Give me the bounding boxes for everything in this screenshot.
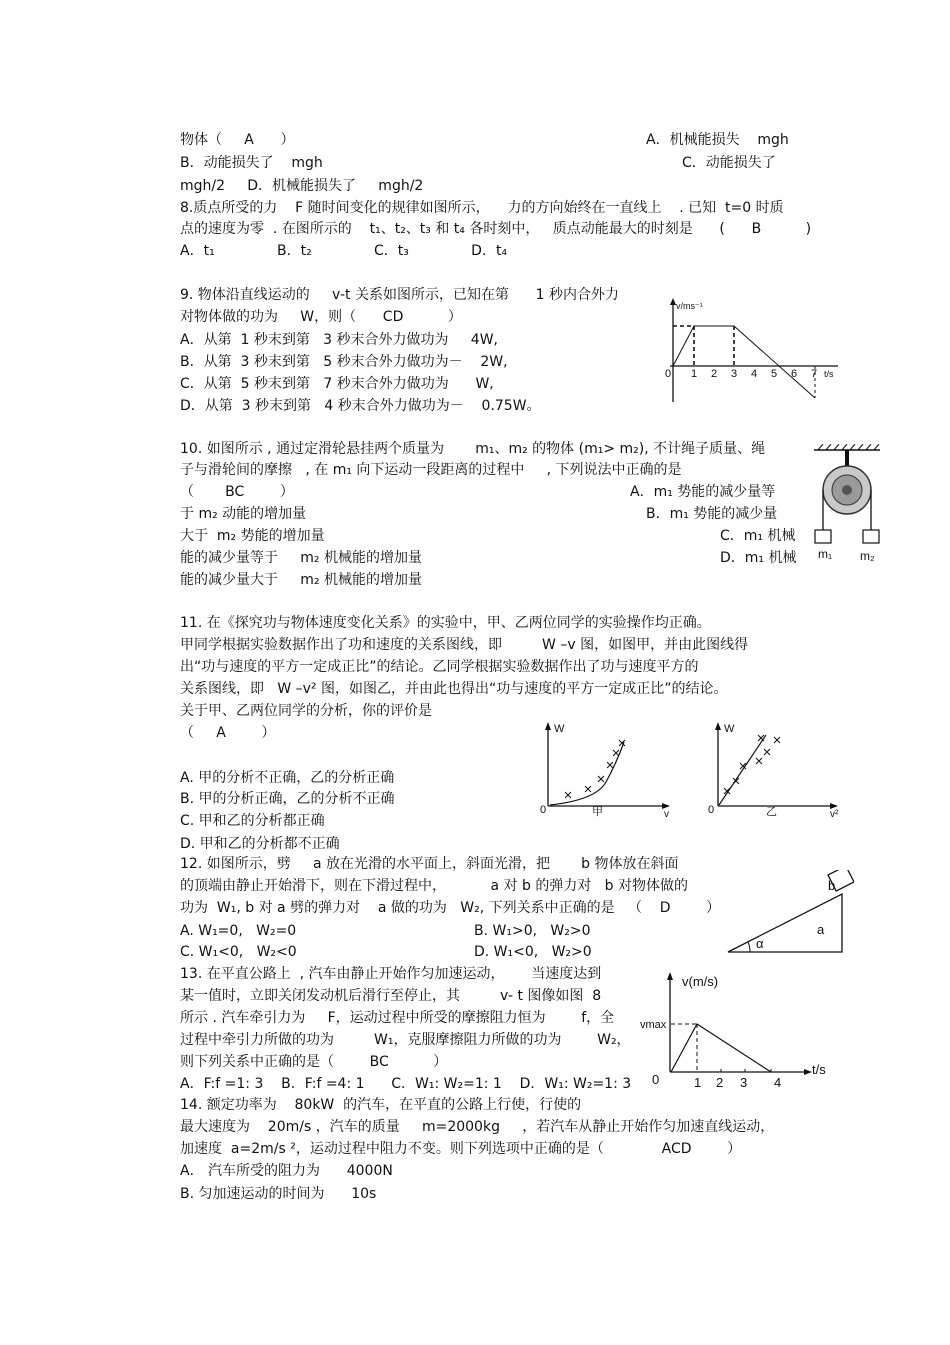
text-line: A．F:f =1: 3 B．F:f =4: 1 C．W₁: W₂=1: 1 D．W₁: W₂=1: 3 (180, 1076, 632, 1092)
text-line: 则下列关系中正确的是（ BC ） (180, 1054, 448, 1070)
text-line: D．从第 3 秒末到第 4 秒末合外力做功为－ 0.75W。 (180, 398, 541, 414)
text-line: （ BC ） (180, 484, 294, 500)
q11b-xlabel: v² (830, 809, 839, 820)
text-line: 最大速度为 20m/s ，汽车的质量 m=2000kg ，若汽车从静止开始作匀加速直线运动， (180, 1119, 775, 1135)
text-line: 大于 m₂ 势能的增加量 (180, 528, 325, 544)
text-line: 于 m₂ 动能的增加量 (180, 506, 307, 522)
text-line: C．动能损失了 (682, 155, 776, 171)
text-line: A. W₁=0, W₂=0 (180, 923, 297, 939)
q13-origin: 0 (652, 1072, 660, 1087)
q10-pulley-figure (808, 444, 888, 568)
q11b-origin: 0 (708, 804, 715, 816)
text-line: 子与滑轮间的摩擦 , 在 m₁ 向下运动一段距离的过程中 , 下列说法中正确的是 (180, 462, 682, 478)
q10-label-m1: m₁ (818, 547, 833, 561)
q9-tick-1: 1 (691, 368, 698, 380)
q9-tick-0: 0 (665, 368, 672, 380)
q9-ylabel: v/ms⁻¹ (676, 301, 703, 311)
text-line: 出“功与速度的平方一定成正比”的结论。乙同学根据实验数据作出了功与速度平方的 (180, 659, 699, 675)
text-line: 能的减少量等于 m₂ 机械能的增加量 (180, 550, 422, 566)
text-line: C．从第 5 秒末到第 7 秒末合外力做功为 W, (180, 376, 494, 392)
text-line: 点的速度为零 . 在图所示的 t₁、t₂、t₃ 和 t₄ 各时刻中， 质点动能最大的时刻是 ( B ) (180, 221, 812, 237)
text-line: B．动能损失了 mgh (180, 155, 323, 171)
q13-vmax-label: vmax (640, 1019, 667, 1031)
q12-angle-label: α (756, 936, 764, 951)
text-line: 能的减少量大于 m₂ 机械能的增加量 (180, 572, 422, 588)
q9-tick-6: 6 (791, 368, 798, 380)
text-line: A．从第 1 秒末到第 3 秒末合外力做功为 4W, (180, 332, 498, 348)
text-line: 13. 在平直公路上 , 汽车由静止开始作匀加速运动， 当速度达到 (180, 966, 602, 982)
text-line: B. 甲的分析正确，乙的分析不正确 (180, 791, 395, 807)
q11a-ylabel: W (554, 723, 565, 735)
q11b-ylabel: W (724, 723, 735, 735)
text-line: C. W₁<0, W₂<0 (180, 944, 297, 960)
q13-ylabel: v(m/s) (682, 974, 719, 989)
text-line: 甲同学根据实验数据作出了功和速度的关系图线，即 W –v 图，如图甲，并由此图线得 (180, 637, 749, 653)
q12-block-label: b (828, 878, 836, 893)
q11a-caption: 甲 (592, 806, 603, 818)
q13-tick-4: 4 (774, 1075, 782, 1090)
text-line: B．m₁ 势能的减少量 (646, 506, 778, 522)
q9-tick-2: 2 (711, 368, 718, 380)
text-line: A．m₁ 势能的减少量等 (630, 484, 776, 500)
text-line: B. 匀加速运动的时间为 10s (180, 1186, 377, 1202)
q9-tick-3: 3 (731, 368, 738, 380)
text-line: 12. 如图所示，劈 a 放在光滑的水平面上，斜面光滑，把 b 物体放在斜面 (180, 856, 679, 872)
text-line: D．m₁ 机械 (720, 550, 797, 566)
text-line: 10. 如图所示 , 通过定滑轮悬挂两个质量为 m₁、m₂ 的物体 (m₁> m₂), 不计绳子质量、绳 (180, 441, 766, 457)
text-line: A．机械能损失 mgh (646, 132, 789, 148)
text-line: 11. 在《探究功与物体速度变化关系》的实验中，甲、乙两位同学的实验操作均正确。 (180, 615, 711, 631)
q13-tick-2: 2 (716, 1075, 724, 1090)
text-line: D. W₁<0, W₂>0 (474, 944, 592, 960)
text-line: 的顶端由静止开始滑下，则在下滑过程中， a 对 b 的弹力对 b 对物体做的 (180, 878, 689, 894)
text-line: （ A ） (180, 725, 276, 741)
q9-tick-7: 7 (811, 368, 818, 380)
text-line: 对物体做的功为 W，则（ CD ） (180, 309, 462, 325)
text-line: 关于甲、乙两位同学的分析，你的评价是 (180, 703, 432, 719)
text-line: A. 甲的分析不正确，乙的分析正确 (180, 770, 395, 786)
q13-tick-1: 1 (694, 1075, 702, 1090)
q11a-origin: 0 (540, 804, 547, 816)
text-line: 某一值时，立即关闭发动机后滑行至停止，其 v- t 图像如图 8 (180, 988, 602, 1004)
text-line: 9. 物体沿直线运动的 v-t 关系如图所示，已知在第 1 秒内合外力 (180, 287, 620, 303)
q11-graph-yi (706, 720, 856, 820)
q12-wedge-figure (724, 870, 854, 956)
q13-vt-graph (640, 970, 840, 1096)
q11a-data-points (565, 740, 625, 798)
text-line: C. 甲和乙的分析都正确 (180, 813, 325, 829)
q11b-caption: 乙 (766, 806, 777, 818)
q9-tick-5: 5 (771, 368, 778, 380)
text-line: 加速度 a=2m/s ²，运动过程中阻力不变。则下列选项中正确的是（ ACD ） (180, 1141, 742, 1157)
text-line: 物体（ A ） (180, 132, 295, 148)
q13-tick-3: 3 (740, 1075, 748, 1090)
text-line: 功为 W₁, b 对 a 劈的弹力对 a 做的功为 W₂, 下列关系中正确的是 （ D ） (180, 900, 721, 916)
text-line: 14. 额定功率为 80kW 的汽车，在平直的公路上行使，行使的 (180, 1097, 582, 1113)
text-line: 8.质点所受的力 F 随时间变化的规律如图所示， 力的方向始终在一直线上 . 已知 t=0 时质 (180, 200, 784, 216)
q11a-xlabel: v (664, 809, 669, 820)
text-line: D. 甲和乙的分析都不正确 (180, 836, 340, 852)
text-line: C．m₁ 机械 (720, 528, 796, 544)
text-line: 过程中牵引力所做的功为 W₁，克服摩擦阻力所做的功为 W₂， (180, 1032, 631, 1048)
text-line: B．从第 3 秒末到第 5 秒末合外力做功为－ 2W, (180, 354, 508, 370)
text-line: A． 汽车所受的阻力为 4000N (180, 1163, 393, 1179)
text-line: A．t₁ B．t₂ C．t₃ D．t₄ (180, 243, 508, 259)
q9-vt-graph (660, 296, 850, 408)
text-line: B. W₁>0, W₂>0 (474, 923, 591, 939)
text-line: mgh/2 D．机械能损失了 mgh/2 (180, 178, 424, 194)
q10-label-m2: m₂ (860, 549, 875, 563)
q12-wedge-label: a (817, 922, 825, 937)
text-line: 所示 . 汽车牵引力为 F，运动过程中所受的摩擦阻力恒为 f，全 (180, 1010, 615, 1026)
q13-xlabel: t/s (812, 1062, 826, 1077)
q9-tick-4: 4 (751, 368, 758, 380)
q9-xlabel: t/s (824, 369, 834, 379)
q11-graph-jia (536, 720, 676, 820)
text-line: 关系图线，即 W –v² 图，如图乙，并由此也得出“功与速度的平方一定成正比”的结论。 (180, 681, 728, 697)
